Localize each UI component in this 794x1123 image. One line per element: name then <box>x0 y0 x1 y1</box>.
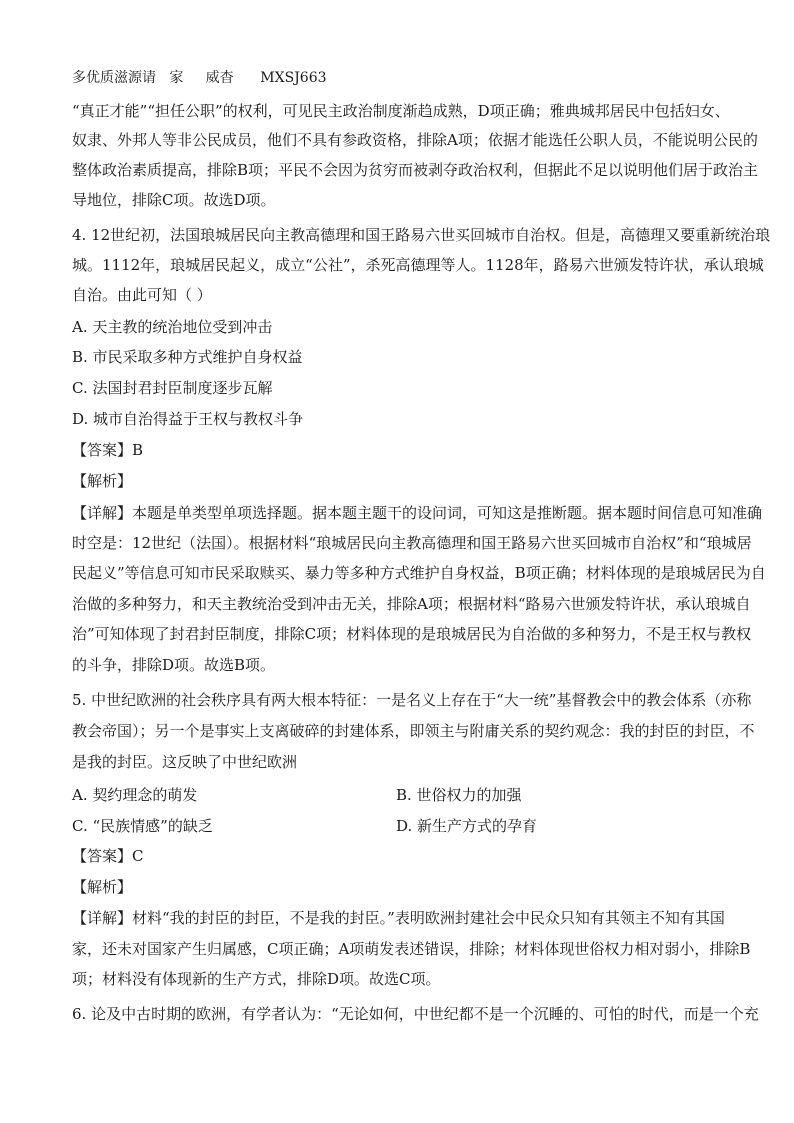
q4-detail-line: 时空是：12世纪（法国）。根据材料“琅城居民向主教高德理和国王路易六世买回城市自治权”和“琅城居 <box>72 534 752 552</box>
q4-detail-line: 治”可知体现了封君封臣制度，排除C项；材料体现的是琅城居民为自治做的多种努力，不是王权与教权 <box>72 625 752 643</box>
q5-stem-line: 教会帝国）；另一个是事实上支离破碎的封建体系，即领主与附庸关系的契约观念：我的封臣的封臣，不 <box>72 722 755 740</box>
q4-analysis-label: 【解析】 <box>72 472 133 490</box>
q4-answer: 【答案】B <box>72 441 144 459</box>
q4-stem-line: 城。1112年，琅城居民起义，成立“公社”，杀死高德理等人。1128年，路易六世颁发特许状，承认琅城 <box>72 256 764 274</box>
q5-option-b: B. 世俗权力的加强 <box>396 786 522 804</box>
q4-stem-line: 自治。由此可知（ ） <box>72 286 212 304</box>
q5-stem-line: 5. 中世纪欧洲的社会秩序具有两大根本特征：一是名义上存在于“大一统”基督教会中的教会体系（亦称 <box>72 691 752 709</box>
q4-option-a: A. 天主教的统治地位受到冲击 <box>72 318 273 336</box>
q3-line: 导地位，排除C项。故选D项。 <box>72 191 276 209</box>
q4-detail-line: 的斗争，排除D项。故选B项。 <box>72 656 276 674</box>
q4-stem-line: 4. 12世纪初，法国琅城居民向主教高德理和国王路易六世买回城市自治权。但是，高德理又要重新统治琅 <box>72 226 771 244</box>
q5-answer: 【答案】C <box>72 847 144 865</box>
q5-detail-line: 项；材料没有体现新的生产方式，排除D项。故选C项。 <box>72 970 441 988</box>
header-watermark: 多优质滋源请 家 威杳 MXSJ663 <box>72 70 327 86</box>
q5-option-c: C. “民族情感”的缺乏 <box>72 817 213 835</box>
q4-option-d: D. 城市自治得益于王权与教权斗争 <box>72 410 304 428</box>
q5-option-d: D. 新生产方式的孕育 <box>396 817 538 835</box>
q3-line: 整体政治素质提高，排除B项；平民不会因为贫穷而被剥夺政治权利，但据此不足以说明他们居于政治主 <box>72 161 759 179</box>
q3-line: 奴隶、外邦人等非公民成员，他们不具有参政资格，排除A项；依据才能选任公职人员，不能说明公民的 <box>72 131 758 149</box>
q5-option-a: A. 契约理念的萌发 <box>72 786 198 804</box>
q5-detail-line: 家，还未对国家产生归属感，C项正确；A项萌发表述错误，排除；材料体现世俗权力相对弱小，排除B <box>72 940 751 958</box>
q5-stem-line: 是我的封臣。这反映了中世纪欧洲 <box>72 753 298 771</box>
q6-stem-line: 6. 论及中古时期的欧洲，有学者认为：“无论如何，中世纪都不是一个沉睡的、可怕的时代，而是一个充 <box>72 1005 759 1023</box>
q4-detail-line: 民起义”等信息可知市民采取赎买、暴力等多种方式维护自身权益，B项正确；材料体现的是琅城居民为自 <box>72 564 766 582</box>
q4-detail-line: 【详解】本题是单类型单项选择题。据本题主题干的设问词，可知这是推断题。据本题时间信息可知准确 <box>72 504 763 522</box>
q4-option-c: C. 法国封君封臣制度逐步瓦解 <box>72 379 273 397</box>
q4-detail-line: 治做的多种努力，和天主教统治受到冲击无关，排除A项；根据材料“路易六世颁发特许状，承认琅城自 <box>72 595 751 613</box>
q5-detail-line: 【详解】材料“我的封臣的封臣，不是我的封臣。”表明欧洲封建社会中民众只知有其领主不知有其国 <box>72 909 725 927</box>
q4-option-b: B. 市民采取多种方式维护自身权益 <box>72 348 303 366</box>
q3-line: “真正才能”“担任公职”的权利，可见民主政治制度渐趋成熟，D项正确；雅典城邦居民中包括妇女、 <box>72 102 730 120</box>
q5-analysis-label: 【解析】 <box>72 878 133 896</box>
